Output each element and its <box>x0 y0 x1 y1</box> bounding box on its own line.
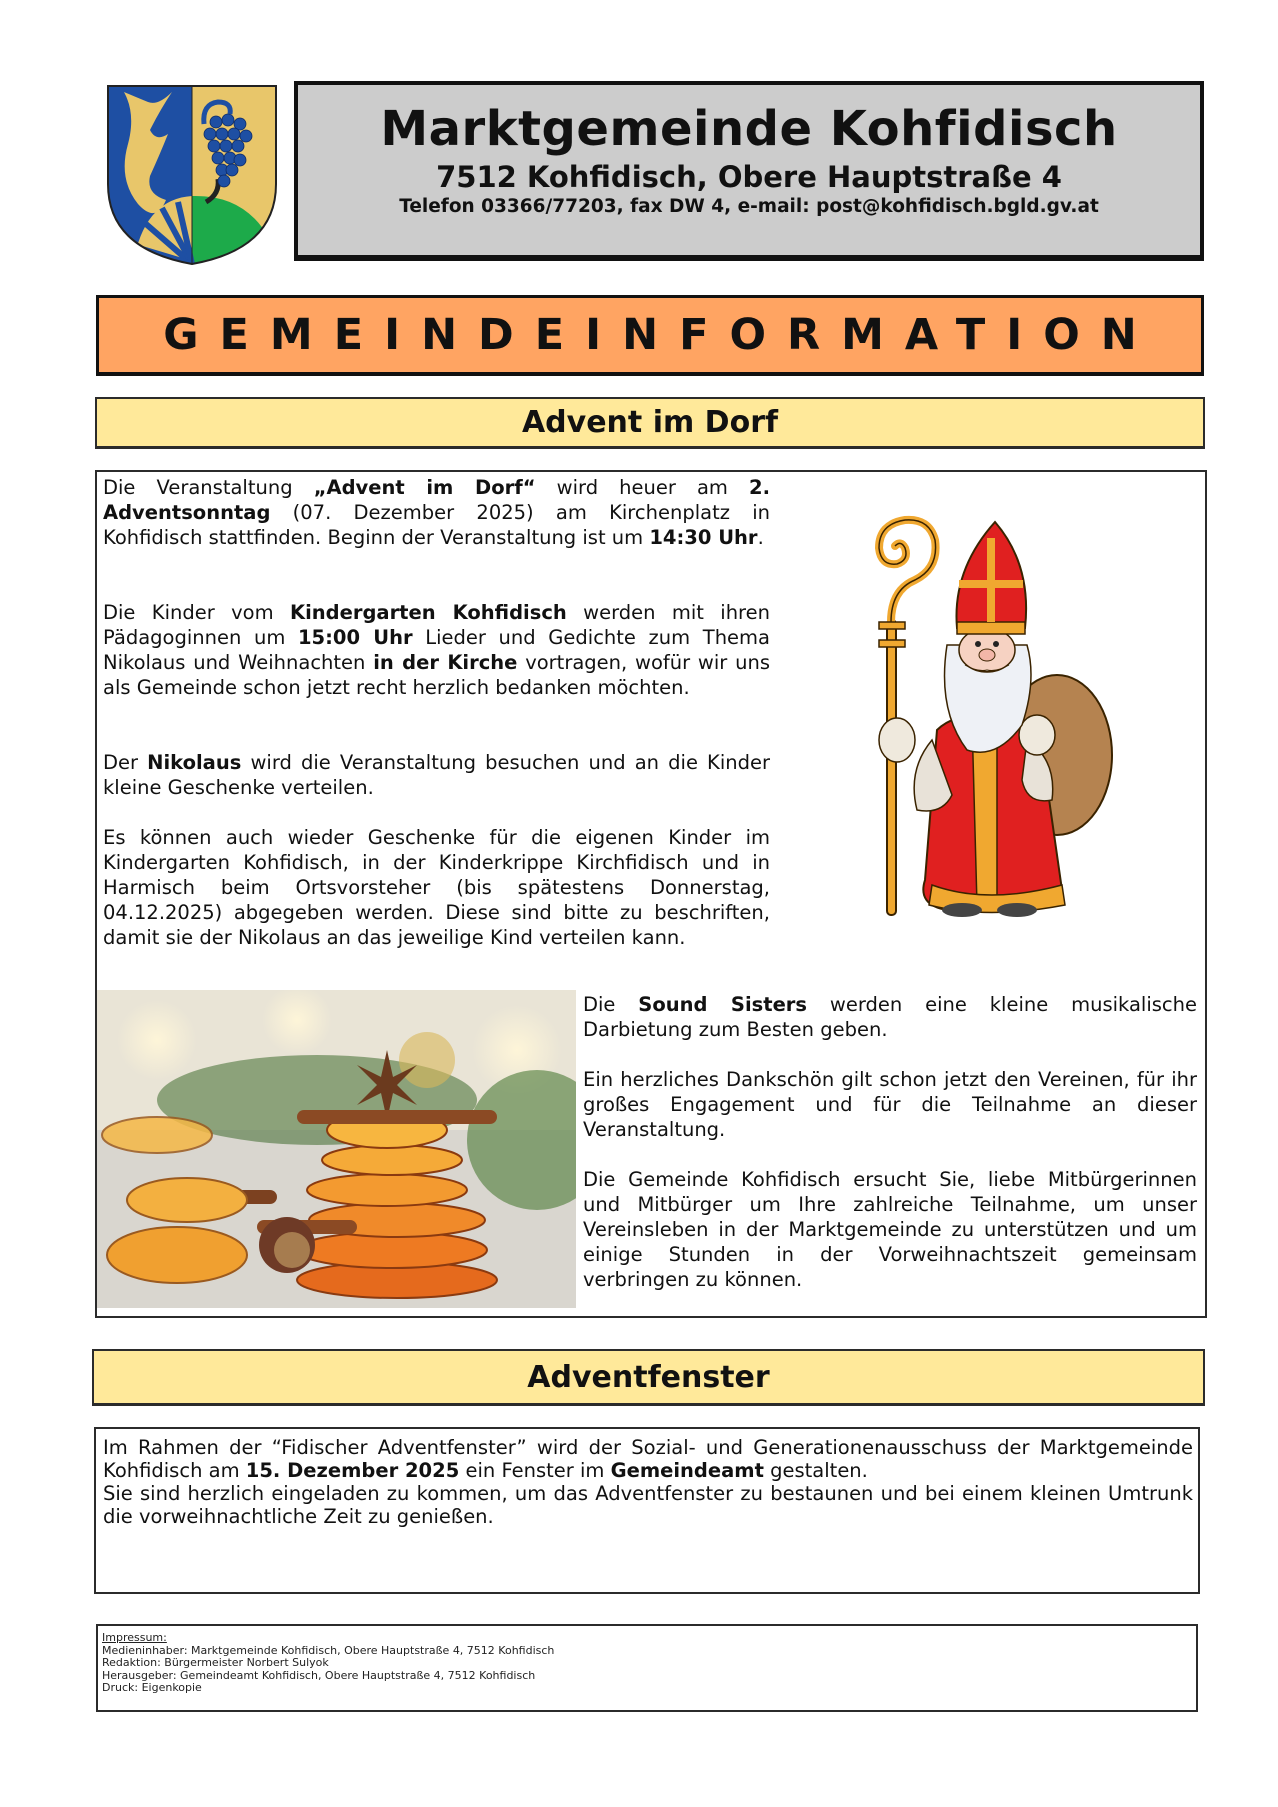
impressum <box>102 1632 554 1695</box>
paragraph: Der Nikolaus wird die Veranstaltung besuchen und an die Kinder kleine Geschenke verteilen. <box>103 751 771 799</box>
advent-decoration-photo <box>97 990 576 1308</box>
municipality-contact: Telefon 03366/77203, fax DW 4, e-mail: post@kohfidisch.bgld.gv.at <box>399 196 1099 217</box>
emphasis: 15. Dezember 2025 <box>245 1459 460 1482</box>
impressum-line: Medieninhaber: Marktgemeinde Kohfidisch, Obere Hauptstraße 4, 7512 Kohfidisch <box>102 1643 555 1657</box>
paragraph: Im Rahmen der “Fidischer Adventfenster” wird der Sozial- und Generationenausschuss der Marktgemeinde Kohfidisch am 15. Dezember 2025 ein Fenster im Gemeindeamt gestalten. <box>103 1436 1193 1482</box>
section-title: Adventfenster <box>527 1359 770 1395</box>
impressum-line: Herausgeber: Gemeindeamt Kohfidisch, Obere Hauptstraße 4, 7512 Kohfidisch <box>102 1668 536 1682</box>
paragraph: Die Sound Sisters werden eine kleine musikalische Darbietung zum Besten geben. <box>583 993 1197 1041</box>
emphasis: „Advent im Dorf“ <box>313 476 536 499</box>
section-title: Advent im Dorf <box>521 405 779 440</box>
municipality-title: Marktgemeinde Kohfidisch <box>380 101 1118 157</box>
impressum-title: Impressum: <box>102 1631 167 1644</box>
emphasis: Nikolaus <box>147 751 242 774</box>
emphasis: Gemeindeamt <box>610 1459 764 1482</box>
emphasis: Sound Sisters <box>638 993 808 1016</box>
saint-nicholas-illustration-icon <box>857 510 1113 920</box>
paragraph: Sie sind herzlich eingeladen zu kommen, um das Adventfenster zu bestaunen und bei einem kleinen Umtrunk die vorweihnachtliche Zeit zu genießen. <box>103 1482 1193 1528</box>
impressum-line: Druck: Eigenkopie <box>102 1681 202 1695</box>
emphasis: 14:30 Uhr <box>649 526 758 549</box>
coat-of-arms-icon <box>106 84 278 266</box>
paragraph: Die Veranstaltung „Advent im Dorf“ wird heuer am 2. Adventsonntag (07. Dezember 2025) am Kirchenplatz in Kohfidisch stattfinden. Beginn der Veranstaltung ist um 14:30 Uhr. <box>103 476 771 549</box>
municipality-address: 7512 Kohfidisch, Obere Hauptstraße 4 <box>436 160 1062 194</box>
paragraph: Es können auch wieder Geschenke für die eigenen Kinder im Kindergarten Kohfidisch, in der Kinderkrippe Kirchfidisch und in Harmisch beim Ortsvorsteher (bis spätestens Donnerstag, 04.12.2025) abgegeben werden. Diese sind bitte zu beschriften, damit sie der Nikolaus an das jeweilige Kind verteilen kann. <box>103 826 770 949</box>
paragraph: Ein herzliches Dankschön gilt schon jetzt den Vereinen, für ihr großes Engagement und für die Teilnahme an dieser Veranstaltung. <box>583 1068 1197 1141</box>
emphasis: 15:00 Uhr <box>297 626 413 649</box>
municipality-header <box>294 81 1204 261</box>
emphasis: 2. Adventsonntag <box>103 476 771 524</box>
section-heading-adventfenster <box>92 1349 1205 1406</box>
emphasis: in der Kirche <box>373 651 518 674</box>
emphasis: Kindergarten Kohfidisch <box>289 601 567 624</box>
section-heading-advent <box>95 397 1205 449</box>
impressum-line: Redaktion: Bürgermeister Norbert Sulyok <box>102 1656 329 1670</box>
banner-title: GEMEINDEINFORMATION <box>163 310 1158 360</box>
paragraph: Die Kinder vom Kindergarten Kohfidisch werden mit ihren Pädagoginnen um 15:00 Uhr Lieder und Gedichte zum Thema Nikolaus und Weihnachten in der Kirche vortragen, wofür wir uns als Gemeinde schon jetzt recht herzlich bedanken möchten. <box>103 601 771 699</box>
paragraph: Die Gemeinde Kohfidisch ersucht Sie, liebe Mitbürgerinnen und Mitbürger um Ihre zahlreiche Teilnahme, um unser Vereinsleben in der Marktgemeinde zu unterstützen und um einige Stunden in der Vorweihnachtszeit gemeinsam verbringen zu können. <box>583 1168 1197 1291</box>
newsletter-banner <box>96 295 1204 376</box>
